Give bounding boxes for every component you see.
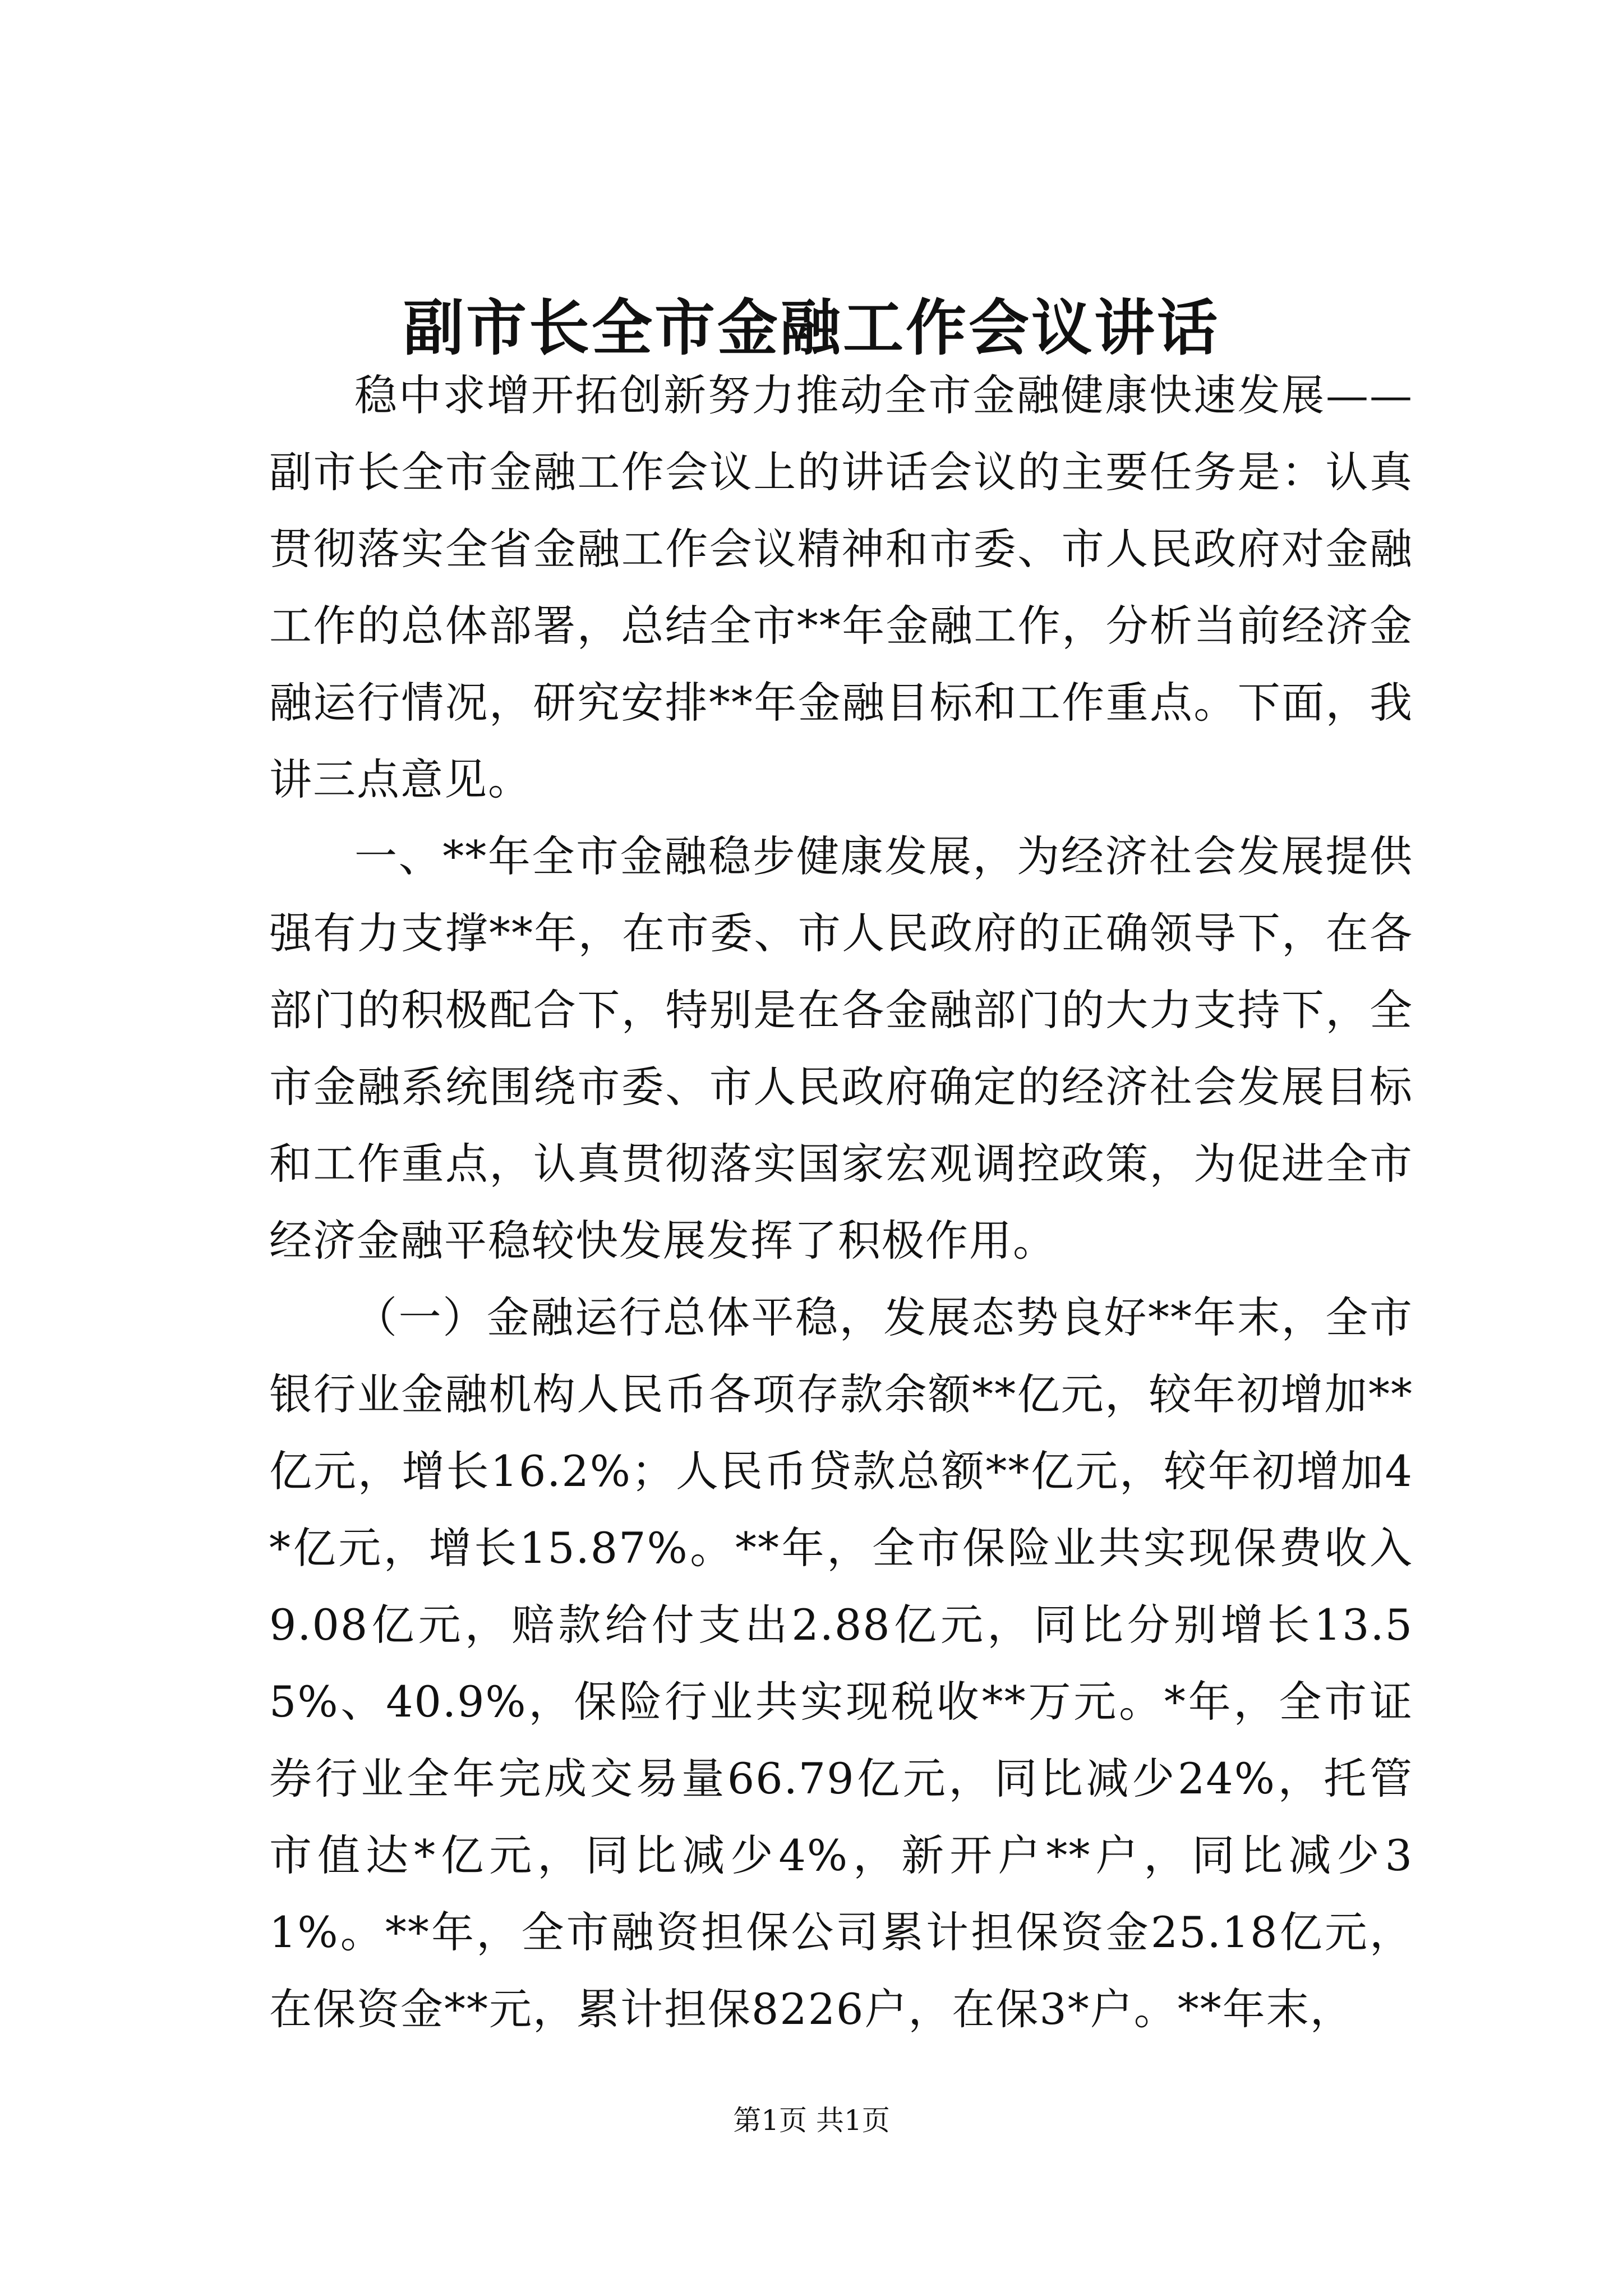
document-title: 副市长全市金融工作会议讲话 [403,293,1220,364]
paragraph-subsection-one: （一）金融运行总体平稳，发展态势良好**年末，全市银行业金融机构人民币各项存款余额**亿元，较年初增加**亿元，增长16.2%；人民币贷款总额**亿元，较年初增加4*亿元，增长15.87%。**年，全市保险业共实现保费收入9.08亿元，赔款给付支出2.88亿元，同比分别增长13.55%、40.9%，保险行业共实现税收**万元。*年，全市证券行业全年完成交易量66.79亿元，同比减少24%，托管市值达*亿元，同比减少4%，新开户**户，同比减少31%。**年，全市融资担保公司累计担保资金25.18亿元，在保资金**元，累计担保8226户，在保3*户。**年末， [269,1292,1413,2034]
paragraph-intro: 稳中求增开拓创新努力推动全市金融健康快速发展——副市长全市金融工作会议上的讲话会议的主要任务是：认真贯彻落实全省金融工作会议精神和市委、市人民政府对金融工作的总体部署，总结全市**年金融工作，分析当前经济金融运行情况，研究安排**年金融目标和工作重点。下面，我讲三点意见。 [269,370,1413,804]
paragraph-section-one: 一、**年全市金融稳步健康发展，为经济社会发展提供强有力支撑**年，在市委、市人民政府的正确领导下，在各部门的积极配合下，特别是在各金融部门的大力支持下，全市金融系统围绕市委、市人民政府确定的经济社会发展目标和工作重点，认真贯彻落实国家宏观调控政策，为促进全市经济金融平稳较快发展发挥了积极作用。 [269,831,1413,1266]
page-footer: 第1页 共1页 [733,2104,890,2137]
document-body [269,357,1413,2047]
